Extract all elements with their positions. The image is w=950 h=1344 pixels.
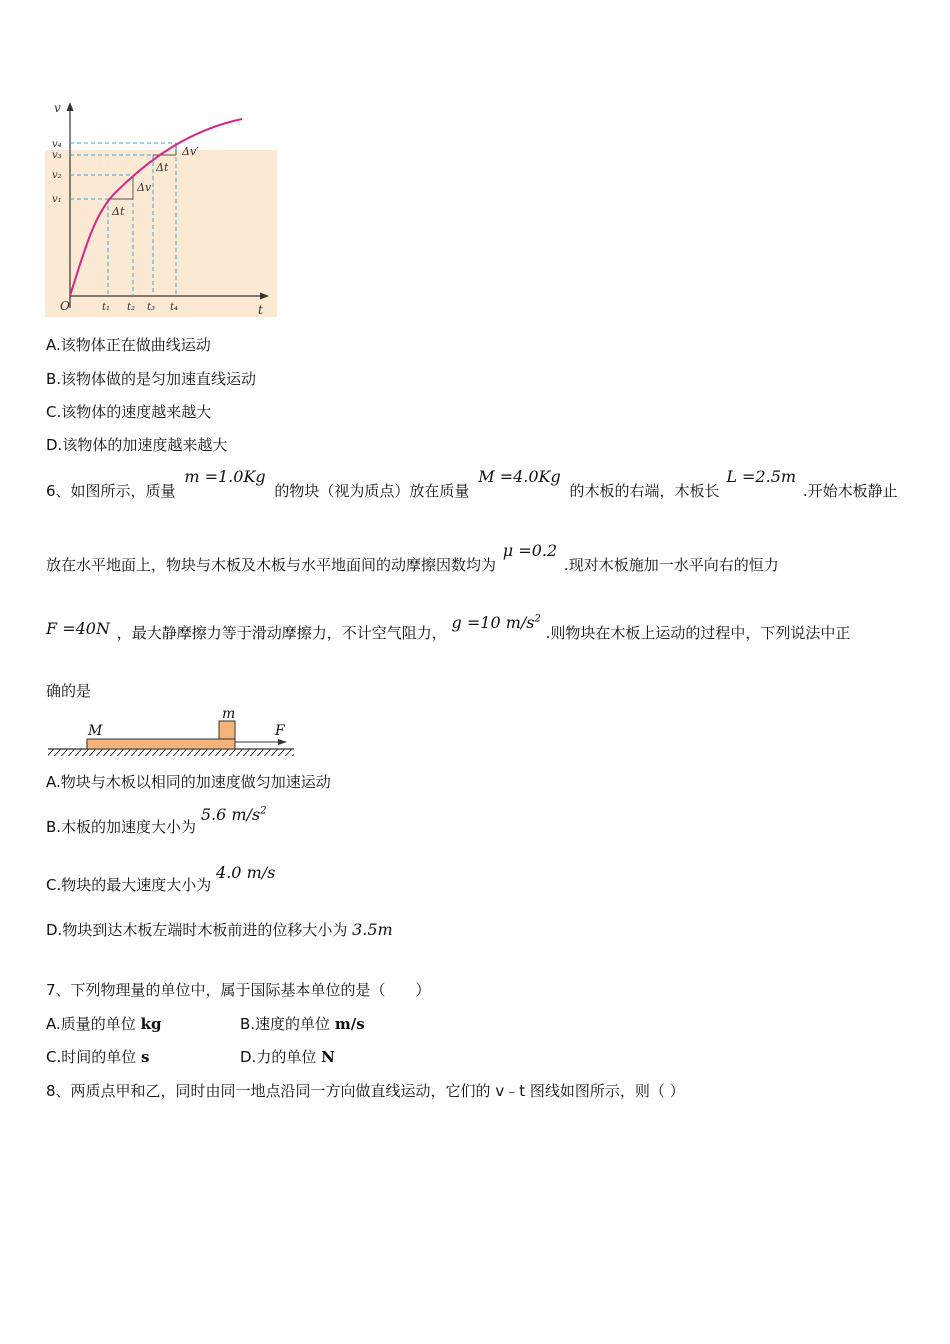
v1-tick-label: v₁: [52, 194, 62, 205]
q6-text-1: 6、如图所示，质量: [46, 482, 176, 500]
q8-stem: 8、两质点甲和乙，同时由同一地点沿同一方向做直线运动，它们的 v﹣t 图线如图所示，则（ ）: [46, 1082, 685, 1100]
delta-v-prime-label: Δv′: [182, 145, 199, 158]
v-axis-arrow: [67, 102, 74, 111]
q6-stem-line2: [46, 540, 779, 574]
force-label-F: F: [275, 723, 285, 739]
q7-option-a: [46, 1013, 161, 1034]
q6-option-c-value: 4.0 m/s: [216, 863, 276, 882]
board-label-M: M: [88, 723, 103, 739]
q6-option-d: [46, 919, 393, 940]
q7-option-c-text: C.时间的单位: [46, 1048, 137, 1066]
force-arrow-head: [278, 739, 287, 745]
q6-length-L: L =2.5m: [726, 467, 797, 486]
q7-option-b-text: B.速度的单位: [240, 1015, 331, 1033]
q6-gravity-g-exponent: 2: [534, 613, 541, 625]
t-axis-label: t: [258, 303, 263, 317]
q6-stem-line3: [46, 613, 851, 642]
q7-option-d-unit: N: [321, 1048, 335, 1066]
q6-option-c-text: C.物块的最大速度大小为: [46, 876, 212, 894]
block-m: [219, 721, 235, 739]
q6-option-b: [46, 804, 267, 836]
q7-option-d-text: D.力的单位: [240, 1048, 317, 1066]
q6-text-2: 的物块（视为质点）放在质量: [274, 482, 470, 500]
delta-t1-label: Δt: [112, 205, 125, 218]
q6-mu: μ =0.2: [502, 541, 558, 560]
q5-option-a: A.该物体正在做曲线运动: [46, 336, 211, 354]
q7-option-a-text: A.质量的单位: [46, 1015, 136, 1033]
q7-option-d: [240, 1046, 335, 1067]
delta-t2-label: Δt: [156, 161, 169, 174]
q6-text-3: 的木板的右端，木板长: [569, 482, 720, 500]
q6-text-6: .现对木板施加一水平向右的恒力: [563, 556, 779, 574]
q6-gravity-g-value: g =10 m/s: [451, 613, 535, 632]
board-block-figure: [44, 704, 299, 760]
vt-graph-figure: [40, 98, 285, 323]
q6-stem-line4: 确的是: [46, 682, 92, 700]
q6-text-7: ，最大静摩擦力等于滑动摩擦力，不计空气阻力，: [116, 624, 447, 642]
q5-option-b: B.该物体做的是匀加速直线运动: [46, 370, 257, 388]
v3-tick-label: v₃: [52, 150, 62, 161]
t4-tick-label: t₄: [170, 302, 179, 313]
q7-option-b-unit: m/s: [334, 1015, 365, 1033]
q6-option-a: A.物块与木板以相同的加速度做匀加速运动: [46, 773, 331, 791]
q6-mass-M: M =4.0Kg: [478, 467, 561, 486]
q6-option-c: [46, 862, 276, 894]
t2-tick-label: t₂: [127, 302, 136, 313]
t1-tick-label: t₁: [102, 302, 111, 313]
q6-option-b-value: [201, 805, 267, 824]
q7-option-b: [240, 1013, 365, 1034]
q6-gravity-g: [452, 613, 541, 632]
q6-text-8: .则物块在木板上运动的过程中，下列说法中正: [545, 624, 851, 642]
q7-option-a-unit: kg: [140, 1015, 162, 1033]
t3-tick-label: t₃: [147, 302, 156, 313]
q5-option-d: D.该物体的加速度越来越大: [46, 436, 228, 454]
origin-label: O: [60, 299, 70, 313]
q7-option-c-unit: s: [141, 1048, 150, 1066]
q6-option-b-text: B.木板的加速度大小为: [46, 818, 197, 836]
q5-option-c: C.该物体的速度越来越大: [46, 403, 212, 421]
v2-tick-label: v₂: [52, 170, 62, 181]
v4-tick-label: v₄: [52, 139, 62, 150]
ground-hatching: [48, 749, 294, 756]
q7-stem: 7、下列物理量的单位中，属于国际基本单位的是（ ）: [46, 981, 431, 999]
block-label-m: m: [222, 706, 236, 722]
q6-option-b-exponent: 2: [260, 805, 267, 817]
delta-v-label: Δv: [137, 181, 152, 194]
q7-option-c: [46, 1046, 149, 1067]
q6-option-d-text: D.物块到达木板左端时木板前进的位移大小为: [46, 921, 348, 939]
v-axis-label: v: [54, 101, 61, 115]
q6-option-d-value: 3.5m: [352, 920, 393, 939]
q6-option-b-number: 5.6 m/s: [200, 805, 261, 824]
board-M: [87, 739, 235, 749]
q6-mass-m: m =1.0Kg: [184, 467, 266, 486]
q6-force-F: F =40N: [46, 619, 110, 638]
q6-stem-line1: [46, 466, 898, 500]
q6-text-4: .开始木板静止: [802, 482, 898, 500]
q6-text-5: 放在水平地面上，物块与木板及木板与水平地面间的动摩擦因数均为: [46, 556, 497, 574]
